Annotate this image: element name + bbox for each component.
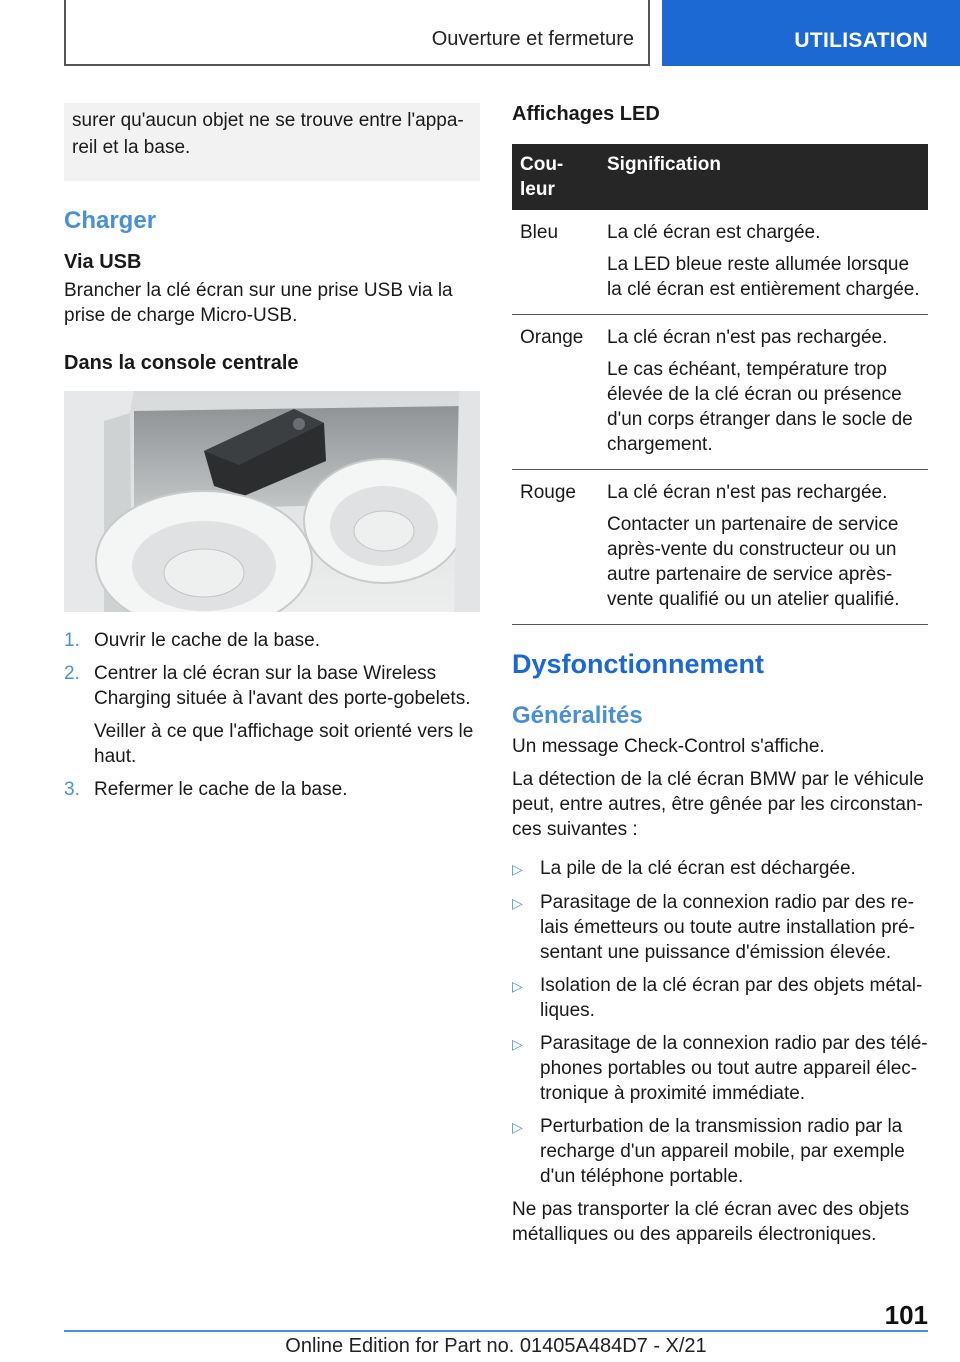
bullet-text: La pile de la clé écran est déchargée.: [540, 858, 856, 879]
console-heading: Dans la console centrale: [64, 352, 299, 374]
list-item: [64, 777, 480, 802]
step-number: 2.: [64, 663, 80, 684]
cell-meaning: [599, 470, 928, 625]
general-text-1: Un message Check-Control s'affiche.: [512, 736, 825, 757]
meaning-line: La clé écran est chargée.: [607, 222, 821, 243]
step-text: Veiller à ce que l'affichage soit orienté vers le haut.: [94, 721, 474, 767]
usb-heading: Via USB: [64, 251, 142, 273]
left-column: [64, 103, 480, 810]
triangle-bullet-icon: ▷: [512, 895, 523, 911]
triangle-bullet-icon: ▷: [512, 1036, 523, 1052]
list-item: [512, 973, 928, 1023]
charger-heading: Charger: [64, 207, 157, 234]
list-item: [512, 1031, 928, 1106]
cell-color: Orange: [512, 315, 599, 470]
footer-divider: [64, 1330, 928, 1332]
bullet-text: Parasitage de la connexion radio par des re-lais émetteurs ou toute autre installation pré-sentant une puissance d'émission élevée.: [540, 892, 915, 963]
cell-meaning: [599, 315, 928, 470]
header-section-box: [64, 0, 650, 66]
step-number: 1.: [64, 630, 80, 651]
triangle-bullet-icon: ▷: [512, 978, 523, 994]
meaning-line: Le cas échéant, température trop élevée de la clé écran ou présence d'un corps étranger dans le socle de chargement.: [607, 359, 913, 455]
right-column: [512, 103, 928, 1247]
closing-text: Ne pas transporter la clé écran avec des objets métalliques ou des appareils électroniques.: [512, 1199, 910, 1245]
cell-color: Bleu: [512, 210, 599, 315]
bullet-text: Parasitage de la connexion radio par des télé-phones portables ou tout autre appareil élec-tronique à proximité immédiate.: [540, 1033, 928, 1104]
bullet-text: Isolation de la clé écran par des objets métal-liques.: [540, 975, 923, 1021]
list-item: [64, 661, 480, 769]
table-row: [512, 210, 928, 315]
general-text-2: La détection de la clé écran BMW par le véhicule peut, entre autres, être gênée par les circonstan-ces suivantes :: [512, 769, 924, 840]
led-heading: Affichages LED: [512, 103, 660, 125]
general-heading: Généralités: [512, 702, 643, 729]
list-item: [512, 856, 928, 882]
malfunction-heading: Dysfonctionnement: [512, 649, 765, 679]
triangle-bullet-icon: ▷: [512, 1119, 523, 1135]
meaning-line: Contacter un partenaire de service après-vente du constructeur ou un autre partenaire de service après-vente qualifié ou un atelier qualifié.: [607, 514, 900, 610]
column-header-color: Cou-leur: [512, 144, 599, 210]
footer-edition: Online Edition for Part no. 01405A484D7 - X/21: [285, 1335, 707, 1357]
column-header-meaning: Signification: [599, 144, 928, 210]
step-number: 3.: [64, 779, 80, 800]
bullet-text: Perturbation de la transmission radio par la recharge d'un appareil mobile, par exemple d'un téléphone portable.: [540, 1116, 905, 1187]
section-title: Ouverture et fermeture: [431, 28, 634, 50]
chapter-title: UTILISATION: [794, 29, 928, 52]
list-item: [64, 628, 480, 653]
note-box: [64, 103, 480, 181]
list-item: [512, 890, 928, 965]
step-text: Centrer la clé écran sur la base Wireless Charging située à l'avant des porte-gobelets.: [94, 663, 471, 709]
center-console-photo: [64, 391, 480, 612]
steps-list: [64, 628, 480, 802]
note-text: surer qu'aucun objet ne se trouve entre l'appa-reil et la base.: [72, 110, 464, 158]
step-text: Refermer le cache de la base.: [94, 779, 348, 800]
header-chapter-tab[interactable]: [662, 0, 960, 66]
meaning-line: La clé écran n'est pas rechargée.: [607, 482, 888, 503]
step-text: Ouvrir le cache de la base.: [94, 630, 321, 651]
list-item: [512, 1114, 928, 1189]
table-row: [512, 315, 928, 470]
meaning-line: La clé écran n'est pas rechargée.: [607, 327, 888, 348]
cell-meaning: [599, 210, 928, 315]
led-table: [512, 144, 928, 625]
usb-text: Brancher la clé écran sur une prise USB via la prise de charge Micro-USB.: [64, 280, 453, 326]
meaning-line: La LED bleue reste allumée lorsque la clé écran est entièrement chargée.: [607, 254, 920, 300]
cell-color: Rouge: [512, 470, 599, 625]
table-row: [512, 470, 928, 625]
page-number: 101: [884, 1300, 928, 1330]
causes-list: [512, 856, 928, 1189]
triangle-bullet-icon: ▷: [512, 861, 523, 877]
